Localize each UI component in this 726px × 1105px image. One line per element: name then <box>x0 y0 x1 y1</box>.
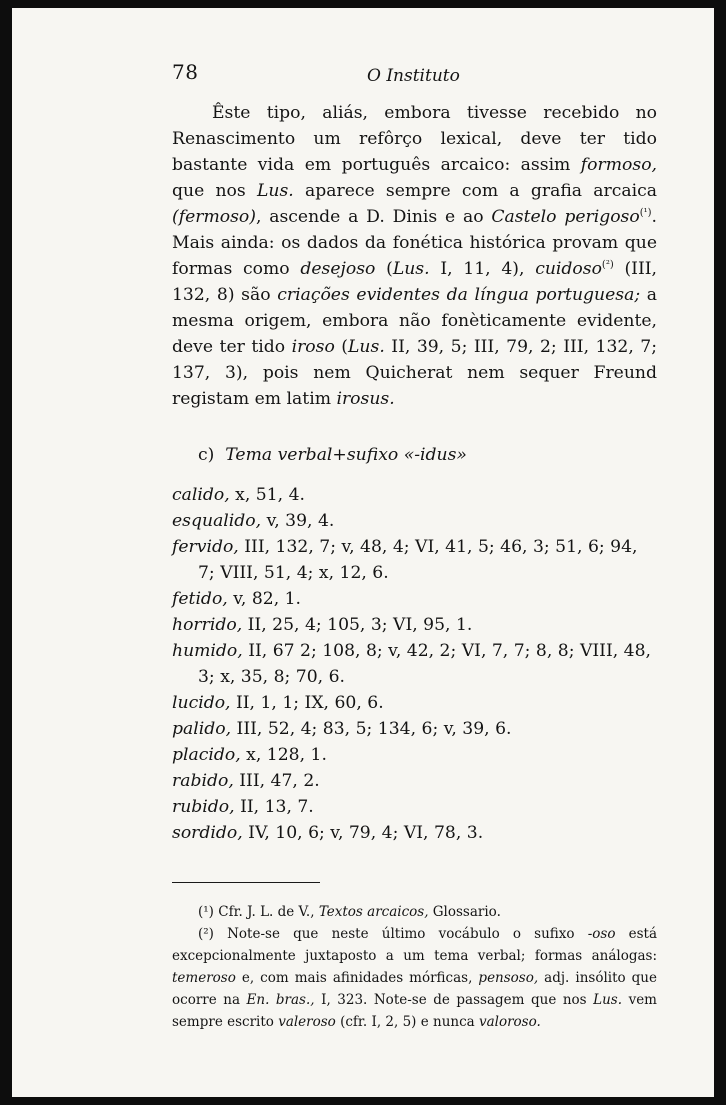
list-item <box>172 690 657 716</box>
entry-word: fervido, <box>172 537 239 557</box>
text-run: ( <box>334 337 349 357</box>
footnote-ref-1[interactable]: (¹) <box>639 207 652 219</box>
entry-word: placido, <box>172 745 241 765</box>
text-run: Glossario. <box>428 904 501 920</box>
text-run: está excepcionalmente juxtaposto a um tema verbal; formas análogas: <box>172 926 657 964</box>
text-run: . Mais ainda: os dados da fonética histórica provam que formas como <box>172 207 658 279</box>
list-item <box>172 768 657 794</box>
body-paragraph <box>172 100 657 412</box>
entry-refs: III, 132, 7; v, 48, 4; VI, 41, 5; 46, 3; 51, 6; 94, 7; VIII, 51, 4; x, 12, 6. <box>198 537 638 583</box>
footnote-mark: (¹) <box>198 904 214 920</box>
term-cuidoso: cuidoso <box>535 259 602 279</box>
entry-refs: v, 82, 1. <box>227 589 302 609</box>
section-label: c) <box>198 445 215 465</box>
citation-lus: Lus. <box>392 259 430 279</box>
entry-refs: III, 52, 4; 83, 5; 134, 6; v, 39, 6. <box>231 719 512 739</box>
list-item <box>172 820 657 846</box>
phrase-criacoes: criações evidentes da língua portuguesa; <box>277 285 641 305</box>
citation-lus: Lus. <box>256 181 294 201</box>
entry-refs: II, 25, 4; 105, 3; VI, 95, 1. <box>242 615 473 635</box>
entry-refs: x, 128, 1. <box>240 745 327 765</box>
term-fermoso: (fermoso) <box>172 207 256 227</box>
text-run: que nos <box>172 181 257 201</box>
text-run: adj. insólito que ocorre na <box>172 970 657 1008</box>
title-castelo-perigoso: Castelo perigoso <box>491 207 640 227</box>
list-item <box>172 482 657 508</box>
entry-refs: II, 13, 7. <box>234 797 314 817</box>
text-run: Êste tipo, aliás, embora tivesse recebido no Renascimento um refôrço lexical, deve ter tido bastante vida em português arcaico: assim <box>172 103 657 175</box>
text-run: (III, 132, 8) são <box>172 259 657 305</box>
entry-refs: II, 67 2; 108, 8; v, 42, 2; VI, 7, 7; 8, 8; VIII, 48, 3; x, 35, 8; 70, 6. <box>198 641 652 687</box>
footnote-1 <box>172 901 657 923</box>
entry-word: palido, <box>172 719 232 739</box>
entry-word: fetido, <box>172 589 228 609</box>
list-item <box>172 716 657 742</box>
term-pensoso: pensoso, <box>478 970 539 986</box>
term-valeroso: valeroso <box>278 1014 336 1030</box>
text-run: (cfr. I, 2, 5) e nunca <box>335 1014 479 1030</box>
text-run: a mesma origem, embora não fonèticamente evidente, deve ter tido <box>172 285 658 357</box>
entry-word: rabido, <box>172 771 234 791</box>
entry-word: sordido, <box>172 823 243 843</box>
entry-refs: II, 1, 1; IX, 60, 6. <box>230 693 384 713</box>
list-item <box>172 794 657 820</box>
text-run: I, 11, 4), <box>429 259 536 279</box>
entry-word: humido, <box>172 641 243 661</box>
citation-lus: Lus. <box>593 992 623 1008</box>
text-run: Cfr. J. L. de V., <box>213 904 319 920</box>
text-run: II, 39, 5; III, 79, 2; III, 132, 7; 137, 3), pois nem Quicherat nem sequer Freund registam em latim <box>172 337 658 409</box>
entry-refs: III, 47, 2. <box>233 771 320 791</box>
citation-en-bras: En. bras., <box>246 992 315 1008</box>
entry-refs: v, 39, 4. <box>261 511 335 531</box>
page-content <box>172 60 657 1033</box>
text-run: vem sempre escrito <box>172 992 657 1030</box>
list-item <box>172 742 657 768</box>
term-irosus: irosus. <box>336 389 395 409</box>
term-valoroso: valoroso. <box>478 1014 541 1030</box>
entry-refs: IV, 10, 6; v, 79, 4; VI, 78, 3. <box>242 823 484 843</box>
section-heading <box>198 442 657 468</box>
list-item <box>172 534 657 586</box>
text-run: aparece sempre com a grafia arcaica <box>293 181 657 201</box>
entry-refs: x, 51, 4. <box>229 485 305 505</box>
text-run: Note-se que neste último vocábulo o sufixo <box>213 926 588 942</box>
footnote-2 <box>172 923 657 1033</box>
term-oso: -oso <box>587 926 616 942</box>
running-header <box>172 60 657 100</box>
text-run: I, 323. Note-se de passagem que nos <box>314 992 594 1008</box>
entry-word: esqualido, <box>172 511 262 531</box>
list-item <box>172 508 657 534</box>
section-suffix: «-idus» <box>403 445 467 465</box>
list-item <box>172 638 657 690</box>
text-run: ( <box>375 259 393 279</box>
entry-word: rubido, <box>172 797 235 817</box>
entry-word: horrido, <box>172 615 243 635</box>
entry-word: calido, <box>172 485 230 505</box>
entry-word: lucido, <box>172 693 231 713</box>
citation-lus: Lus. <box>348 337 385 357</box>
section-title: Tema verbal+sufixo <box>225 445 399 465</box>
footnote-mark: (²) <box>198 926 214 942</box>
page-number: 78 <box>172 60 199 84</box>
text-run: e, com mais afinidades mórficas, <box>235 970 479 986</box>
term-formoso: formoso, <box>580 155 657 175</box>
term-iroso: iroso <box>291 337 335 357</box>
scanned-page <box>12 8 714 1097</box>
term-temeroso: temeroso <box>172 970 236 986</box>
term-desejoso: desejoso <box>300 259 376 279</box>
list-item <box>172 586 657 612</box>
footnote-ref-2[interactable]: (²) <box>601 259 614 271</box>
text-run: , ascende a D. Dinis e ao <box>255 207 492 227</box>
footnote-divider <box>172 882 320 883</box>
word-list <box>172 482 657 846</box>
journal-title: O Instituto <box>367 66 460 86</box>
title-textos-arcaicos: Textos arcaicos, <box>318 904 429 920</box>
list-item <box>172 612 657 638</box>
